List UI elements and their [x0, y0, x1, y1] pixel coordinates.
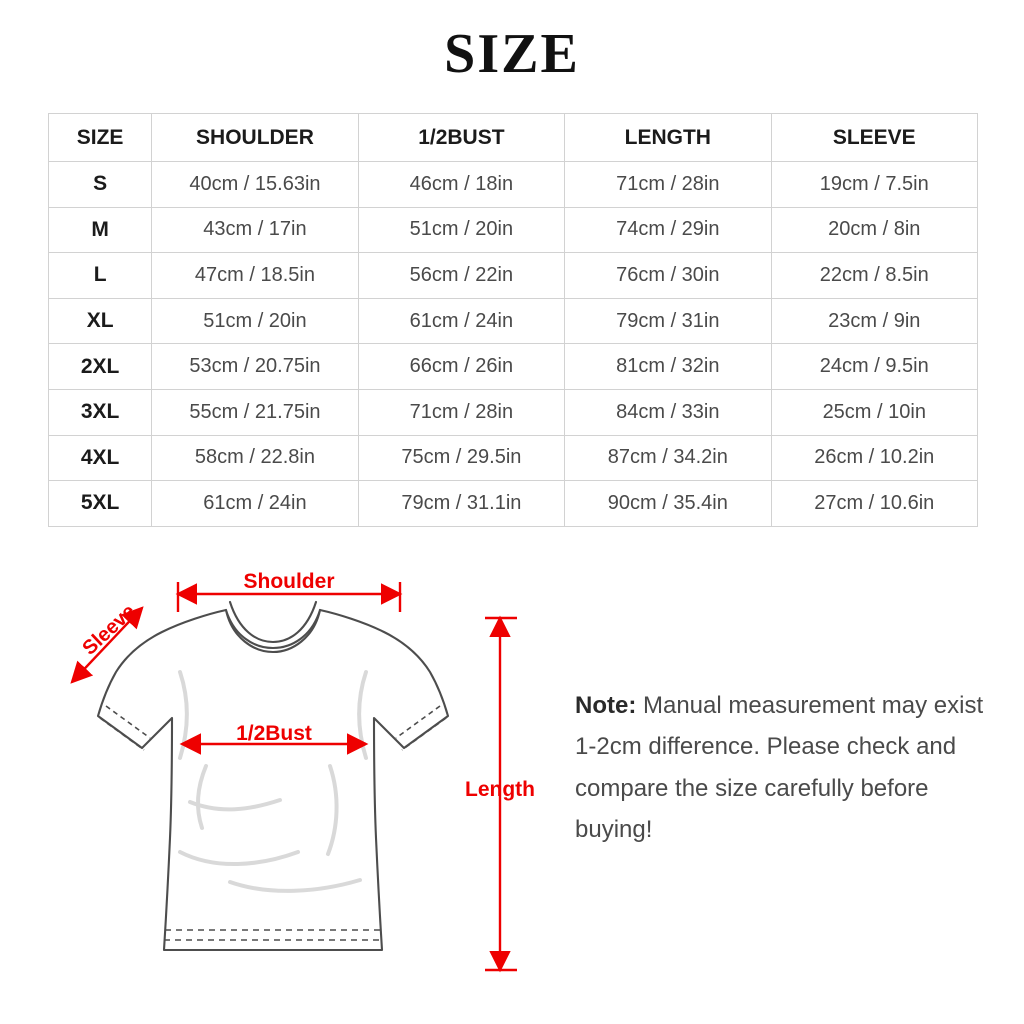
table-row: [49, 298, 978, 344]
table-row: [49, 435, 978, 481]
cell-size: S: [49, 162, 152, 208]
cell-shoulder: 58cm / 22.8in: [152, 435, 358, 481]
table-header: [49, 114, 978, 162]
cell-bust: 51cm / 20in: [358, 207, 564, 253]
cell-shoulder: 43cm / 17in: [152, 207, 358, 253]
cell-sleeve: 19cm / 7.5in: [771, 162, 977, 208]
column-header-shoulder: SHOULDER: [152, 114, 358, 162]
column-header-bust: 1/2BUST: [358, 114, 564, 162]
bust-label: 1/2Bust: [236, 722, 312, 745]
cell-shoulder: 53cm / 20.75in: [152, 344, 358, 390]
page-title: SIZE: [444, 23, 580, 85]
table-row: [49, 481, 978, 527]
cell-sleeve: 26cm / 10.2in: [771, 435, 977, 481]
cell-bust: 61cm / 24in: [358, 298, 564, 344]
table-row: [49, 389, 978, 435]
table-row: [49, 207, 978, 253]
cell-shoulder: 55cm / 21.75in: [152, 389, 358, 435]
column-header-size: SIZE: [49, 114, 152, 162]
cell-length: 74cm / 29in: [565, 207, 771, 253]
size-table-container: [48, 113, 978, 527]
cell-length: 71cm / 28in: [565, 162, 771, 208]
cell-bust: 75cm / 29.5in: [358, 435, 564, 481]
cell-bust: 71cm / 28in: [358, 389, 564, 435]
table-row: [49, 344, 978, 390]
cell-sleeve: 27cm / 10.6in: [771, 481, 977, 527]
cell-size: M: [49, 207, 152, 253]
cell-size: 3XL: [49, 389, 152, 435]
cell-length: 90cm / 35.4in: [565, 481, 771, 527]
column-header-sleeve: SLEEVE: [771, 114, 977, 162]
tshirt-diagram: [30, 552, 550, 1012]
cell-length: 87cm / 34.2in: [565, 435, 771, 481]
table-row: [49, 253, 978, 299]
cell-sleeve: 24cm / 9.5in: [771, 344, 977, 390]
cell-bust: 66cm / 26in: [358, 344, 564, 390]
cell-sleeve: 22cm / 8.5in: [771, 253, 977, 299]
cell-sleeve: 25cm / 10in: [771, 389, 977, 435]
cell-size: L: [49, 253, 152, 299]
cell-sleeve: 20cm / 8in: [771, 207, 977, 253]
table-body: [49, 162, 978, 527]
cell-length: 84cm / 33in: [565, 389, 771, 435]
cell-shoulder: 40cm / 15.63in: [152, 162, 358, 208]
tshirt-illustration: [98, 602, 448, 950]
cell-shoulder: 61cm / 24in: [152, 481, 358, 527]
sleeve-label: Sleeve: [78, 600, 140, 660]
note-block: [575, 685, 995, 850]
cell-size: 4XL: [49, 435, 152, 481]
length-label: Length: [465, 778, 535, 801]
cell-length: 79cm / 31in: [565, 298, 771, 344]
cell-size: 5XL: [49, 481, 152, 527]
shoulder-label: Shoulder: [243, 570, 335, 593]
cell-bust: 46cm / 18in: [358, 162, 564, 208]
column-header-length: LENGTH: [565, 114, 771, 162]
table-header-row: [49, 114, 978, 162]
size-table: [48, 113, 978, 527]
note-text: Manual measurement may exist 1-2cm difference. Please check and compare the size carefully before buying!: [575, 692, 984, 843]
cell-shoulder: 51cm / 20in: [152, 298, 358, 344]
cell-bust: 79cm / 31.1in: [358, 481, 564, 527]
cell-shoulder: 47cm / 18.5in: [152, 253, 358, 299]
note-label: Note:: [575, 692, 637, 719]
cell-size: 2XL: [49, 344, 152, 390]
cell-size: XL: [49, 298, 152, 344]
cell-length: 76cm / 30in: [565, 253, 771, 299]
cell-length: 81cm / 32in: [565, 344, 771, 390]
table-row: [49, 162, 978, 208]
cell-bust: 56cm / 22in: [358, 253, 564, 299]
cell-sleeve: 23cm / 9in: [771, 298, 977, 344]
